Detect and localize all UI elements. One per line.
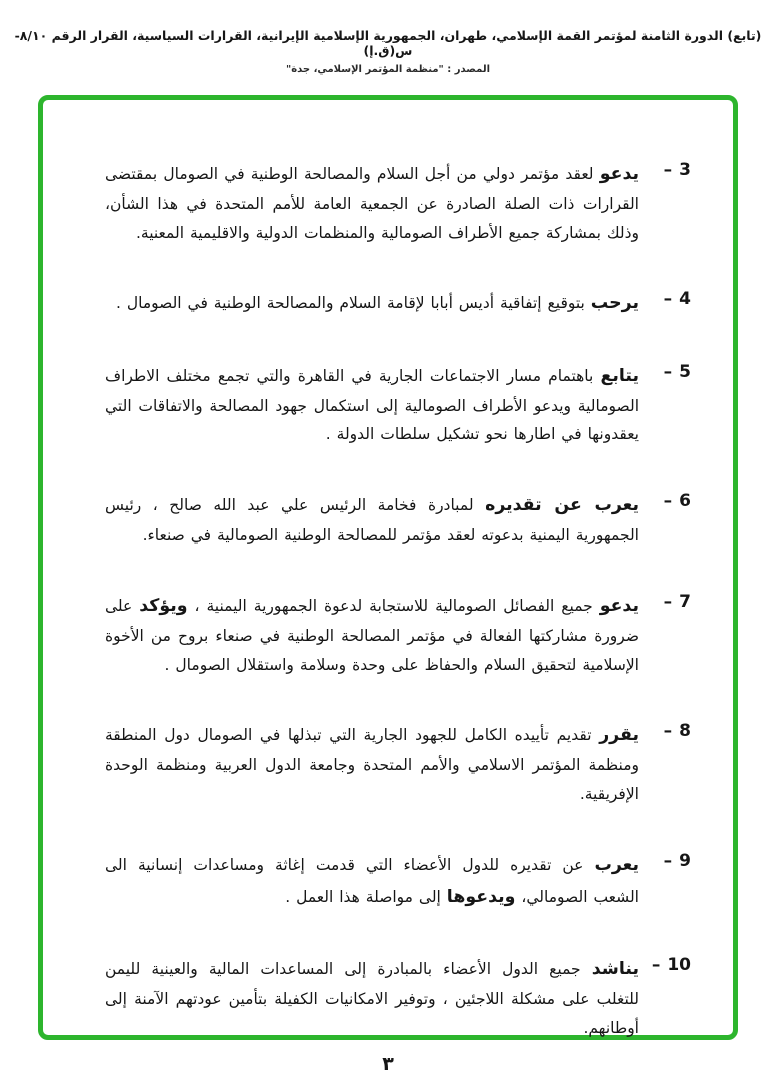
- items-container: [105, 158, 691, 1042]
- item-number-column: [639, 489, 691, 511]
- item-dash: –: [663, 160, 673, 180]
- item-number: 8: [679, 721, 691, 742]
- item-body-text: جميع الفصائل الصومالية للاستجابة لدعوة الجمهورية اليمنية ،: [187, 596, 600, 615]
- item-body-text: جميع الدول الأعضاء بالمبادرة إلى المساعدات المالية والعينية لليمن للتغلب على مشكلة اللاجئين ، وتوفير الامكانيات الكفيلة بتأمين عودتهم الآمنة إلى أوطانهم.: [105, 959, 639, 1037]
- page-number: ٣: [382, 1053, 394, 1075]
- document-green-frame: [38, 95, 738, 1040]
- item-body-text: باهتمام مسار الاجتماعات الجارية في القاهرة والتي تجمع مختلف الاطراف الصومالية ويدعو الأطراف الصومالية إلى استكمال جهود المصالحة والاتفاقات التي يعقدونها في اطارها نحو تشكيل سلطات الدولة .: [105, 366, 639, 444]
- item-number: 9: [679, 850, 691, 871]
- item-lead-word: يعرب عن تقديره: [485, 495, 640, 516]
- resolution-item: [105, 287, 691, 319]
- item-body-text: عن تقديره للدول الأعضاء التي قدمت إغاثة ومساعدات إنسانية الى الشعب الصومالي،: [105, 855, 639, 906]
- item-number-column: [639, 158, 691, 180]
- resolution-item: [105, 590, 691, 679]
- item-text: [105, 719, 639, 808]
- item-lead-word: يقرر: [599, 725, 639, 746]
- item-text: [105, 590, 639, 679]
- item-lead-word: يعرب: [594, 854, 639, 875]
- item-number: 5: [679, 361, 691, 382]
- item-lead-word: يتابع: [600, 365, 639, 386]
- item-text: [105, 489, 639, 550]
- item-body-text: لمبادرة فخامة الرئيس علي عبد الله صالح ، رئيس الجمهورية اليمنية بدعوته لعقد مؤتمر للمصالحة الوطنية الصومالية في صنعاء.: [105, 496, 639, 545]
- item-number: 10: [667, 954, 691, 975]
- item-lead-word: ويؤكد: [139, 595, 188, 616]
- resolution-item: [105, 489, 691, 550]
- item-text: [105, 849, 639, 913]
- item-number-column: [639, 287, 691, 309]
- item-dash: –: [663, 721, 673, 742]
- item-number-column: [639, 849, 691, 871]
- item-body-text: إلى مواصلة هذا العمل .: [285, 887, 447, 906]
- document-header: [0, 28, 776, 75]
- item-number-column: [639, 953, 691, 975]
- header-source-line: المصدر : "منظمة المؤتمر الإسلامي، جدة": [285, 64, 490, 75]
- item-text: [105, 287, 639, 319]
- item-number: 7: [679, 591, 691, 612]
- item-lead-word: يرحب: [590, 293, 639, 314]
- header-title-line: (تابع) الدورة الثامنة لمؤتمر القمة الإسلامي، طهران، الجمهورية الإسلامية الإيرانية، القرارات السياسية، القرار الرقم ٨/١٠-س(ق.إ): [14, 28, 762, 58]
- item-body-text: بتوقيع إتفاقية أديس أبابا لإقامة السلام والمصالحة الوطنية في الصومال .: [115, 294, 591, 313]
- item-number-column: [639, 590, 691, 612]
- item-text: [105, 360, 639, 449]
- item-lead-word: يدعو: [599, 595, 639, 616]
- item-number: 6: [679, 491, 691, 512]
- item-lead-word: ويدعوها: [446, 886, 516, 907]
- item-number: 3: [679, 160, 691, 180]
- item-dash: –: [651, 954, 661, 975]
- resolution-item: [105, 953, 691, 1042]
- item-text: [105, 158, 639, 247]
- item-dash: –: [663, 591, 673, 612]
- item-body-text: لعقد مؤتمر دولي من أجل السلام والمصالحة الوطنية في الصومال بمقتضى القرارات ذات الصلة الصادرة عن الجمعية العامة للأمم المتحدة في هذا الشأن، وذلك بمشاركة جميع الأطراف الصومالية والمنظمات الدولية والاقليمية المعنية.: [105, 165, 639, 242]
- resolution-item: [105, 849, 691, 913]
- item-dash: –: [663, 361, 673, 382]
- resolution-item: [105, 158, 691, 247]
- item-dash: –: [663, 850, 673, 871]
- item-number-column: [639, 719, 691, 741]
- item-lead-word: يدعو: [599, 164, 639, 184]
- item-dash: –: [663, 289, 673, 310]
- item-number-column: [639, 360, 691, 382]
- item-lead-word: يناشد: [591, 958, 639, 979]
- item-body-text: تقديم تأييده الكامل للجهود الجارية التي تبذلها في الصومال دول المنطقة ومنظمة المؤتمر الاسلامي والأمم المتحدة وجامعة الدول العربية ومنظمة الوحدة الإفريقية.: [105, 726, 639, 804]
- resolution-item: [105, 719, 691, 808]
- resolution-item: [105, 360, 691, 449]
- item-body-text: على ضرورة مشاركتها الفعالة في مؤتمر المصالحة الوطنية في صنعاء بروح من الأخوة الإسلامية لتحقيق السلام والحفاظ على وحدة وسلامة واستقلال الصومال .: [105, 596, 639, 674]
- item-dash: –: [663, 491, 673, 512]
- item-text: [105, 953, 639, 1042]
- item-number: 4: [679, 289, 691, 310]
